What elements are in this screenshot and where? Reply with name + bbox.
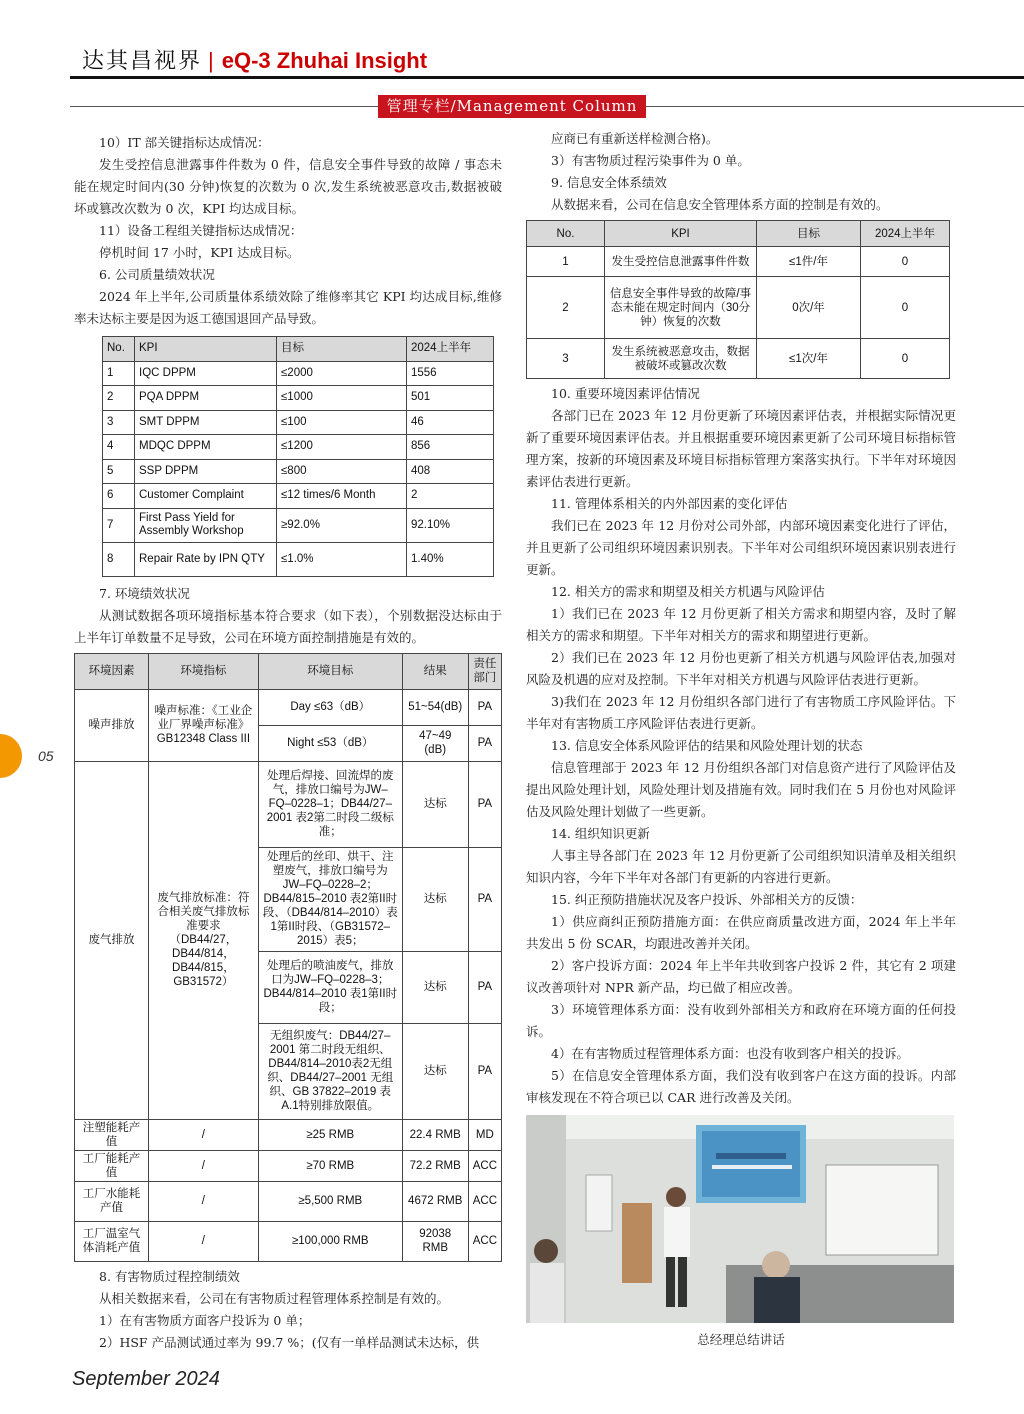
table-cell: 0 bbox=[861, 339, 950, 379]
table-cell: PA bbox=[468, 761, 501, 847]
paragraph: 3）有害物质过程污染事件为 0 单。 bbox=[551, 153, 750, 168]
section-heading: 13. 信息安全体系风险评估的结果和风险处理计划的状态 bbox=[551, 738, 863, 753]
table-cell: 达标 bbox=[402, 847, 468, 951]
table-cell: 废气排放标准：符合相关废气排放标准要求（DB44/27，DB44/814，DB44/815，GB31572） bbox=[148, 761, 258, 1119]
table-row bbox=[75, 1221, 502, 1261]
page-number: 05 bbox=[38, 748, 54, 764]
meeting-photo bbox=[526, 1115, 954, 1323]
table-cell: Repair Rate by IPN QTY bbox=[135, 542, 277, 576]
paragraph: 从相关数据来看，公司在有害物质过程管理体系控制是有效的。 bbox=[99, 1290, 450, 1306]
meeting-photo-illustration bbox=[526, 1115, 954, 1323]
table-cell: Night ≤53（dB） bbox=[258, 725, 402, 761]
table-cell: PA bbox=[468, 951, 501, 1023]
table-cell: 无组织废气：DB44/27–2001 第二时段无组织、DB44/814–2010表2无组织、DB44/27–2001 无组织、GB 37822–2019 表A.1特别排放限值。 bbox=[258, 1023, 402, 1119]
table-cell: 1556 bbox=[407, 361, 494, 386]
table-cell: / bbox=[148, 1221, 258, 1261]
environment-table bbox=[74, 653, 502, 1262]
table-cell: 发生系统被恶意攻击，数据被破坏或篡改次数 bbox=[605, 339, 757, 379]
table-cell: First Pass Yield for Assembly Workshop bbox=[135, 508, 277, 542]
table-cell: 处理后的丝印、烘干、注塑废气，排放口编号为JW–FQ–0228–2；DB44/815–2010 表2第II时段、（DB44/814–2010）表1第II时段、（GB31572–2015）表5； bbox=[258, 847, 402, 951]
table-cell: 达标 bbox=[402, 1023, 468, 1119]
title-separator: | bbox=[208, 48, 216, 73]
page-marker bbox=[0, 734, 22, 778]
infosec-kpi-table bbox=[526, 220, 950, 379]
table-row bbox=[103, 484, 494, 509]
table-cell: 达标 bbox=[402, 951, 468, 1023]
table-cell: 856 bbox=[407, 435, 494, 460]
table-cell: 0 bbox=[861, 277, 950, 339]
table-cell: 4 bbox=[103, 435, 135, 460]
table-cell: 噪声排放 bbox=[75, 689, 149, 761]
table-header-cell: 环境因素 bbox=[75, 653, 149, 689]
table-cell: 发生受控信息泄露事件件数 bbox=[605, 247, 757, 277]
paragraph: 2024 年上半年,公司质量体系绩效除了维修率其它 KPI 均达成目标,维修率未达标主要是因为返工德国退回产品导致。 bbox=[74, 289, 502, 326]
table-cell: 1 bbox=[103, 361, 135, 386]
footer-date: September 2024 bbox=[72, 1368, 220, 1390]
table-cell: 工厂温室气体消耗产值 bbox=[75, 1221, 149, 1261]
table-cell: ≤1200 bbox=[277, 435, 407, 460]
table-cell: 2 bbox=[103, 386, 135, 411]
table-cell: PA bbox=[468, 689, 501, 725]
section-heading: 6. 公司质量绩效状况 bbox=[99, 267, 215, 282]
table-cell: PQA DPPM bbox=[135, 386, 277, 411]
table-header-cell: 责任部门 bbox=[468, 653, 501, 689]
table-cell: Day ≤63（dB） bbox=[258, 689, 402, 725]
table-row bbox=[75, 1150, 502, 1181]
table-cell: / bbox=[148, 1181, 258, 1221]
table-cell: ≤1次/年 bbox=[757, 339, 861, 379]
table-header-cell: 目标 bbox=[757, 221, 861, 247]
section-heading: 7. 环境绩效状况 bbox=[99, 585, 190, 601]
section-heading: 15. 纠正预防措施状况及客户投诉、外部相关方的反馈： bbox=[551, 892, 863, 907]
table-cell: ≥92.0% bbox=[277, 508, 407, 542]
paragraph: 3)我们在 2023 年 12 月份组织各部门进行了有害物质工序风险评估。下半年对有害物质工序风险评估表进行更新。 bbox=[526, 694, 956, 731]
section-heading: 10. 重要环境因素评估情况 bbox=[551, 386, 700, 401]
table-row bbox=[75, 761, 502, 847]
table-cell: ≥5,500 RMB bbox=[258, 1181, 402, 1221]
table-cell: ≤12 times/6 Month bbox=[277, 484, 407, 509]
paragraph: 4）在有害物质过程管理体系方面：也没有收到客户相关的投诉。 bbox=[551, 1046, 909, 1061]
table-cell: 处理后焊接、回流焊的废气，排放口编号为JW–FQ–0228–1；DB44/27–2001 表2第二时段二级标准； bbox=[258, 761, 402, 847]
table-header-cell: No. bbox=[527, 221, 605, 247]
table-cell: 408 bbox=[407, 459, 494, 484]
table-cell: 47~49 (dB) bbox=[402, 725, 468, 761]
paragraph: 3）环境管理体系方面：没有收到外部相关方和政府在环境方面的任何投诉。 bbox=[526, 1002, 956, 1039]
table-cell: 72.2 RMB bbox=[402, 1150, 468, 1181]
table-cell: 5 bbox=[103, 459, 135, 484]
table-row bbox=[527, 339, 950, 379]
paragraph: 5）在信息安全管理体系方面，我们没有收到客户在这方面的投诉。内部审核发现在不符合项已以 CAR 进行改善及关闭。 bbox=[526, 1068, 956, 1105]
paragraph: 10）IT 部关键指标达成情况： bbox=[99, 135, 270, 150]
paragraph: 人事主导各部门在 2023 年 12 月份更新了公司组织知识清单及相关组织知识内容，今年下半年对各部门有更新的内容进行更新。 bbox=[526, 848, 956, 885]
table-row bbox=[103, 459, 494, 484]
table-cell: 2 bbox=[407, 484, 494, 509]
table-cell: 工厂能耗产值 bbox=[75, 1150, 149, 1181]
title-en: eQ-3 Zhuhai Insight bbox=[221, 48, 428, 73]
table-cell: 501 bbox=[407, 386, 494, 411]
paragraph: 11）设备工程组关键指标达成情况： bbox=[99, 223, 303, 238]
table-cell: 1.40% bbox=[407, 542, 494, 576]
section-heading: 14. 组织知识更新 bbox=[551, 826, 650, 841]
table-cell: ≤1000 bbox=[277, 386, 407, 411]
section-heading: 9. 信息安全体系绩效 bbox=[551, 175, 667, 190]
paragraph: 2）客户投诉方面：2024 年上半年共收到客户投诉 2 件，其它有 2 项建议改善项针对 NPR 新产品，均已做了相应改善。 bbox=[526, 958, 956, 995]
table-cell: ≥70 RMB bbox=[258, 1150, 402, 1181]
table-cell: ≤1.0% bbox=[277, 542, 407, 576]
table-cell: PA bbox=[468, 847, 501, 951]
table-cell: 3 bbox=[103, 410, 135, 435]
table-cell: 6 bbox=[103, 484, 135, 509]
magazine-title bbox=[82, 44, 427, 75]
table-cell: 7 bbox=[103, 508, 135, 542]
paragraph: 1）供应商纠正预防措施方面：在供应商质量改进方面，2024 年上半年共发出 5 份 SCAR，均跟进改善并关闭。 bbox=[526, 914, 956, 951]
paragraph: 各部门已在 2023 年 12 月份更新了环境因素评估表，并根据实际情况更新了重要环境因素评估表。并且根据重要环境因素更新了公司环境目标指标管理方案，按新的环境因素及环境目标指标管理方案落实执行。下半年对环境因素评估表进行更新。 bbox=[526, 408, 956, 489]
table-cell: ACC bbox=[468, 1181, 501, 1221]
table-cell: ACC bbox=[468, 1150, 501, 1181]
table-cell: 废气排放 bbox=[75, 761, 149, 1119]
table-header-cell: No. bbox=[103, 337, 135, 362]
paragraph: 从数据来看，公司在信息安全管理体系方面的控制是有效的。 bbox=[551, 197, 889, 212]
left-column bbox=[74, 132, 502, 1354]
table-cell: 处理后的喷油废气，排放口为JW–FQ–0228–3；DB44/814–2010 表1第II时段； bbox=[258, 951, 402, 1023]
table-cell: 0 bbox=[861, 247, 950, 277]
table-header-cell: 环境目标 bbox=[258, 653, 402, 689]
table-cell: ≤1件/年 bbox=[757, 247, 861, 277]
table-row bbox=[103, 435, 494, 460]
table-header-row bbox=[103, 337, 494, 362]
paragraph: 2）HSF 产品测试通过率为 99.7 %；(仅有一单样品测试未达标，供 bbox=[99, 1334, 480, 1350]
table-cell: 92038 RMB bbox=[402, 1221, 468, 1261]
table-row bbox=[103, 410, 494, 435]
table-row bbox=[75, 1181, 502, 1221]
table-header-cell: 目标 bbox=[277, 337, 407, 362]
table-cell: MDQC DPPM bbox=[135, 435, 277, 460]
section-heading: 12. 相关方的需求和期望及相关方机遇与风险评估 bbox=[551, 584, 825, 599]
table-header-cell: 2024上半年 bbox=[407, 337, 494, 362]
table-row bbox=[527, 247, 950, 277]
table-row bbox=[103, 386, 494, 411]
table-cell: 8 bbox=[103, 542, 135, 576]
section-heading: 11. 管理体系相关的内外部因素的变化评估 bbox=[551, 496, 788, 511]
table-cell: 3 bbox=[527, 339, 605, 379]
table-cell: 工厂水能耗产值 bbox=[75, 1181, 149, 1221]
table-header-cell: KPI bbox=[605, 221, 757, 247]
paragraph: 发生受控信息泄露事件件数为 0 件，信息安全事件导致的故障 / 事态未能在规定时间内(30 分钟)恢复的次数为 0 次,发生系统被恶意攻击,数据被破坏或篡改次数为 0 次，KPI 均达成目标。 bbox=[74, 157, 502, 216]
table-cell: 51~54(dB) bbox=[402, 689, 468, 725]
table-cell: Customer Complaint bbox=[135, 484, 277, 509]
table-cell: 信息安全事件导致的故障/事态未能在规定时间内（30分钟）恢复的次数 bbox=[605, 277, 757, 339]
table-cell: / bbox=[148, 1150, 258, 1181]
table-row bbox=[103, 361, 494, 386]
table-cell: 4672 RMB bbox=[402, 1181, 468, 1221]
table-header-row bbox=[527, 221, 950, 247]
table-cell: ≤800 bbox=[277, 459, 407, 484]
paragraph: 2）我们已在 2023 年 12 月份也更新了相关方机遇与风险评估表,加强对风险及机遇的应对及控制。下半年对相关方机遇与风险评估表进行更新。 bbox=[526, 650, 956, 687]
paragraph: 1）在有害物质方面客户投诉为 0 单； bbox=[99, 1312, 311, 1328]
table-cell: PA bbox=[468, 725, 501, 761]
paragraph: 我们已在 2023 年 12 月份对公司外部，内部环境因素变化进行了评估，并且更新了公司组织环境因素识别表。下半年对公司组织环境因素识别表进行更新。 bbox=[526, 518, 956, 577]
table-cell: 达标 bbox=[402, 761, 468, 847]
table-cell: 0次/年 bbox=[757, 277, 861, 339]
table-cell: 噪声标准：《工业企业厂界噪声标准》GB12348 Class III bbox=[148, 689, 258, 761]
paragraph: 从测试数据各项环境指标基本符合要求（如下表），个别数据没达标由于上半年订单数量不足导致，公司在环境方面控制措施是有效的。 bbox=[74, 607, 502, 645]
table-cell: 注塑能耗产值 bbox=[75, 1119, 149, 1150]
table-cell: IQC DPPM bbox=[135, 361, 277, 386]
table-header-cell: 环境指标 bbox=[148, 653, 258, 689]
right-column bbox=[526, 128, 956, 1351]
table-cell: SMT DPPM bbox=[135, 410, 277, 435]
table-header-cell: 2024上半年 bbox=[861, 221, 950, 247]
section-heading: 8. 有害物质过程控制绩效 bbox=[99, 1268, 240, 1284]
column-tag: 管理专栏/Management Column bbox=[378, 95, 646, 118]
title-cn: 达其昌视界 bbox=[82, 49, 203, 74]
table-row bbox=[103, 542, 494, 576]
table-cell: ACC bbox=[468, 1221, 501, 1261]
header-rule bbox=[70, 76, 1024, 79]
photo-caption: 总经理总结讲话 bbox=[697, 1332, 785, 1347]
table-cell: SSP DPPM bbox=[135, 459, 277, 484]
table-cell: ≤2000 bbox=[277, 361, 407, 386]
table-row bbox=[103, 508, 494, 542]
table-cell: ≥25 RMB bbox=[258, 1119, 402, 1150]
table-cell: MD bbox=[468, 1119, 501, 1150]
table-cell: 2 bbox=[527, 277, 605, 339]
paragraph: 信息管理部于 2023 年 12 月份组织各部门对信息资产进行了风险评估及提出风险处理计划，风险处理计划及措施有效。同时我们在 5 月份也对风险评估及风险处理计划做了一些更新。 bbox=[526, 760, 956, 819]
table-cell: 46 bbox=[407, 410, 494, 435]
paragraph: 停机时间 17 小时，KPI 达成目标。 bbox=[99, 245, 300, 260]
table-header-cell: KPI bbox=[135, 337, 277, 362]
table-cell: 1 bbox=[527, 247, 605, 277]
table-cell: / bbox=[148, 1119, 258, 1150]
table-cell: ≥100,000 RMB bbox=[258, 1221, 402, 1261]
table-row bbox=[75, 1119, 502, 1150]
table-cell: 22.4 RMB bbox=[402, 1119, 468, 1150]
table-header-cell: 结果 bbox=[402, 653, 468, 689]
table-cell: PA bbox=[468, 1023, 501, 1119]
table-row bbox=[527, 277, 950, 339]
table-header-row bbox=[75, 653, 502, 689]
quality-kpi-table bbox=[102, 336, 494, 577]
paragraph: 1）我们已在 2023 年 12 月份更新了相关方需求和期望内容，及时了解相关方的需求和期望。下半年对相关方的需求和期望进行更新。 bbox=[526, 606, 956, 643]
table-row bbox=[75, 689, 502, 725]
paragraph: 应商已有重新送样检测合格)。 bbox=[551, 131, 719, 146]
table-cell: 92.10% bbox=[407, 508, 494, 542]
table-cell: ≤100 bbox=[277, 410, 407, 435]
